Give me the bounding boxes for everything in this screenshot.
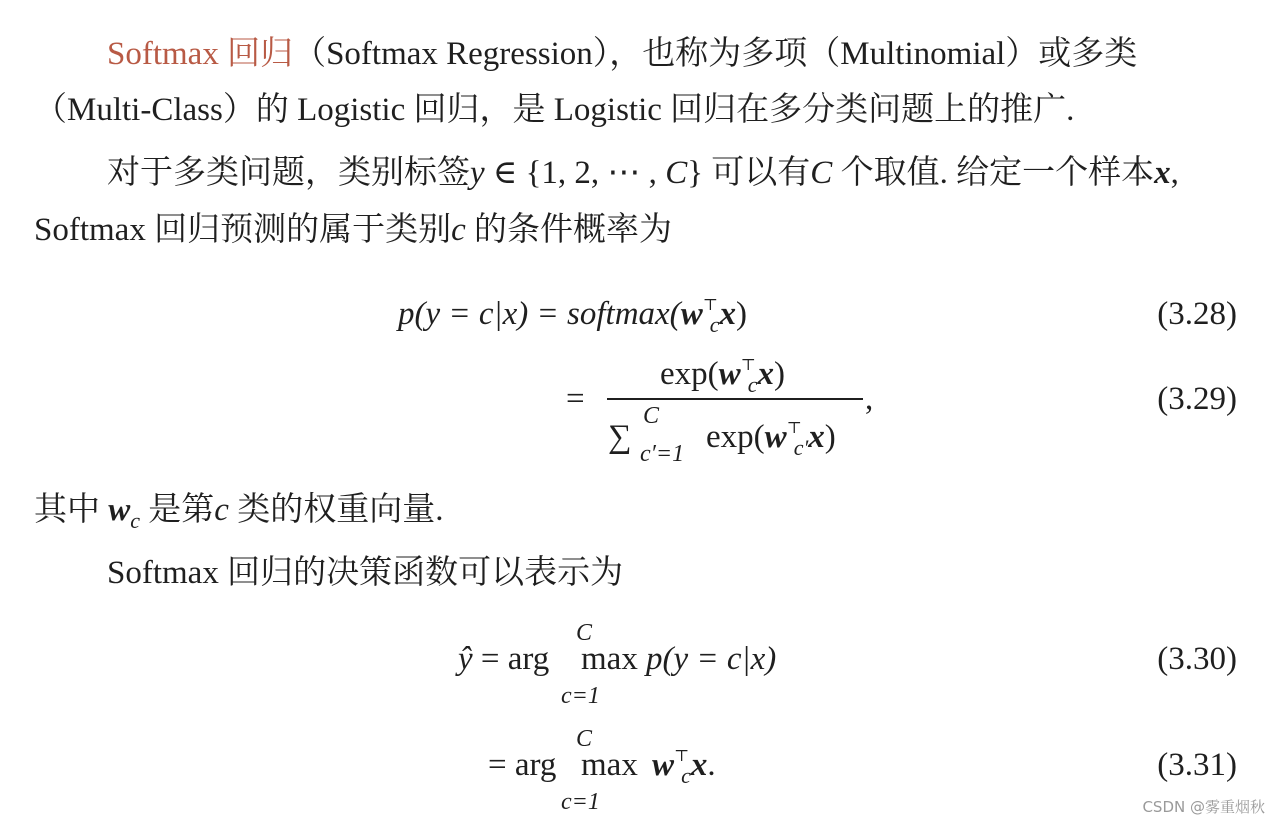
var-C: C [665, 155, 688, 191]
para4: Softmax 回归的决策函数可以表示为 [107, 555, 624, 591]
eq329-num-x: x [757, 356, 774, 392]
eq329-den-sub: c′ [793, 435, 809, 460]
para2-text-b: } 可以有 [687, 155, 811, 191]
eq329-trailing-comma: , [865, 381, 874, 417]
eq329-num-w: w [718, 356, 741, 392]
eq328-sub: c [709, 312, 720, 337]
var-y: y [470, 155, 485, 191]
equation-number-3-28: (3.28) [1157, 296, 1237, 332]
eq329-fraction-bar [607, 398, 863, 400]
eq329-den-lower: c′=1 [640, 441, 685, 467]
eq329-denominator [608, 421, 632, 454]
set-notation: ∈ {1, 2, ⋯ , [484, 155, 666, 191]
eq329-num-exp: exp( [660, 356, 719, 392]
eq329-equals: = [566, 381, 585, 417]
eq329-den-sum: ∑ [608, 419, 632, 455]
para3-sub: c [130, 508, 141, 533]
eq331-w: w [652, 747, 675, 783]
para2-line1 [107, 157, 1179, 190]
para1-line2: （Multi-Class）的 Logistic 回归，是 Logistic 回归在多分类问题上的推广. [34, 92, 1075, 128]
equation-number-3-31: (3.31) [1157, 747, 1237, 783]
eq331-sub: c [681, 763, 691, 788]
eq328-x: x [719, 296, 737, 332]
var-x: x [1154, 155, 1171, 191]
para3-text-a: 其中 [34, 492, 100, 528]
var-c: c [451, 212, 466, 248]
equation-3-30 [458, 643, 549, 676]
watermark: CSDN @雾重烟秋 [1142, 798, 1265, 816]
eq331-upper: C [576, 726, 593, 752]
para2-text-a: 对于多类问题，类别标签 [107, 155, 470, 191]
eq329-num-sub: c [747, 372, 758, 397]
para2-text-c: 个取值. 给定一个样本 [832, 155, 1155, 191]
eq329-den-close: ) [824, 419, 836, 455]
equation-number-3-29: (3.29) [1157, 381, 1237, 417]
eq331-sup: ⊤ [674, 748, 690, 765]
eq330-max: max [581, 641, 638, 677]
para2-comma: , [1170, 155, 1179, 191]
eq329-numerator [660, 358, 785, 396]
eq331-rest [652, 749, 716, 787]
eq330-rest: p(y = c|x) [646, 641, 777, 677]
eq329-den-exp: exp( [706, 419, 765, 455]
para3-text-d: 类的权重向量. [228, 492, 444, 528]
eq331-x: x [690, 747, 708, 783]
para3 [34, 494, 443, 532]
para3-w: w [108, 492, 131, 528]
eq330-upper: C [576, 620, 593, 646]
eq330-yhat: ŷ [458, 641, 473, 677]
para2-text-d: Softmax 回归预测的属于类别 [34, 212, 452, 248]
eq329-num-sup: ⊤ [740, 357, 756, 374]
para2-line2 [34, 214, 672, 247]
para3-text-b: 是第 [140, 492, 215, 528]
eq328-close: ) [736, 296, 748, 332]
term-softmax-regression: Softmax 回归 [107, 36, 294, 72]
equation-3-28 [398, 298, 747, 336]
eq330-eq: = arg [472, 641, 550, 677]
para1-line1 [107, 38, 1137, 71]
para3-c: c [214, 492, 229, 528]
eq330-lower: c=1 [561, 683, 600, 709]
eq331-lower: c=1 [561, 789, 600, 815]
eq329-num-close: ) [773, 356, 785, 392]
eq328-lhs: p(y = c|x) = softmax( [398, 296, 681, 332]
eq331-period: . [707, 747, 716, 783]
var-C2: C [810, 155, 833, 191]
eq328-sup: ⊤ [702, 297, 718, 314]
eq331-max: max [581, 747, 638, 783]
eq329-den-rest [706, 421, 836, 459]
eq329-den-sup: ⊤ [786, 420, 802, 437]
eq328-w: w [680, 296, 703, 332]
para2-text-e: 的条件概率为 [465, 212, 672, 248]
eq331-eq: = arg [488, 747, 557, 783]
eq329-den-upper: C [643, 403, 660, 429]
eq329-den-w: w [764, 419, 787, 455]
eq329-den-x: x [808, 419, 825, 455]
equation-number-3-30: (3.30) [1157, 641, 1237, 677]
para1-line1-text: （Softmax Regression），也称为多项（Multinomial）或多类 [293, 36, 1138, 72]
